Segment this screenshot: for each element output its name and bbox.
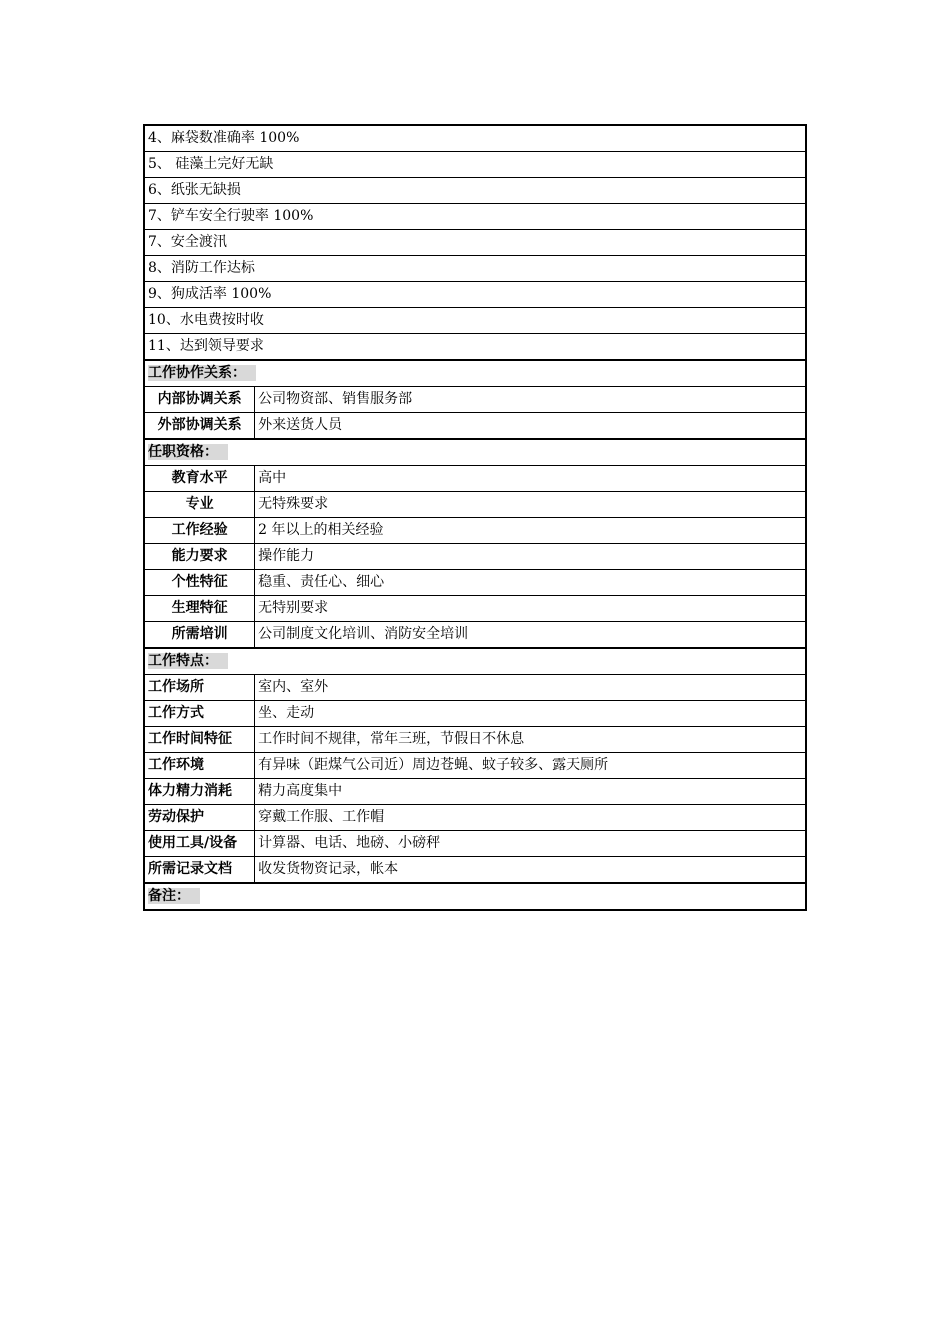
performance-item: 10、水电费按时收 [144,308,806,334]
remarks-row [144,883,806,910]
field-value: 计算器、电话、地磅、小磅秤 [255,831,806,857]
field-value: 有异味（距煤气公司近）周边苍蝇、蚊子较多、露天厕所 [255,753,806,779]
qualification-row [144,544,806,570]
field-label: 外部协调关系 [144,413,255,440]
cooperation-header-row [144,360,806,387]
performance-row [144,256,806,282]
performance-item: 11、达到领导要求 [144,334,806,361]
qualification-row [144,492,806,518]
feature-row [144,831,806,857]
feature-row [144,701,806,727]
field-value: 精力高度集中 [255,779,806,805]
performance-item: 9、狗成活率 100% [144,282,806,308]
field-value: 无特别要求 [255,596,806,622]
field-value: 2 年以上的相关经验 [255,518,806,544]
field-label: 工作经验 [144,518,255,544]
field-label: 工作环境 [144,753,255,779]
field-value: 无特殊要求 [255,492,806,518]
field-label: 工作方式 [144,701,255,727]
job-description-table [143,124,807,911]
field-value: 外来送货人员 [255,413,806,440]
performance-row [144,308,806,334]
qualifications-header-row [144,439,806,466]
performance-item: 4、麻袋数准确率 100% [144,125,806,152]
field-label: 个性特征 [144,570,255,596]
qualification-row [144,570,806,596]
field-label: 体力精力消耗 [144,779,255,805]
performance-row [144,204,806,230]
field-value: 工作时间不规律，常年三班，节假日不休息 [255,727,806,753]
qualification-row [144,466,806,492]
feature-row [144,857,806,884]
field-value: 公司制度文化培训、消防安全培训 [255,622,806,649]
field-label: 能力要求 [144,544,255,570]
field-label: 使用工具/设备 [144,831,255,857]
feature-row [144,727,806,753]
feature-row [144,675,806,701]
qualifications-section-title: 任职资格： [144,439,806,466]
feature-row [144,805,806,831]
feature-row [144,753,806,779]
field-value: 高中 [255,466,806,492]
performance-row [144,230,806,256]
feature-row [144,779,806,805]
qualification-row [144,596,806,622]
field-value: 稳重、责任心、细心 [255,570,806,596]
performance-row [144,125,806,152]
field-label: 工作时间特征 [144,727,255,753]
cooperation-row [144,413,806,440]
performance-row [144,178,806,204]
performance-item: 6、纸张无缺损 [144,178,806,204]
performance-item: 7、铲车安全行驶率 100% [144,204,806,230]
remarks-section-title: 备注： [144,883,806,910]
field-value: 室内、室外 [255,675,806,701]
field-value: 操作能力 [255,544,806,570]
field-label: 内部协调关系 [144,387,255,413]
qualification-row [144,622,806,649]
field-label: 劳动保护 [144,805,255,831]
field-value: 公司物资部、销售服务部 [255,387,806,413]
performance-row [144,334,806,361]
field-label: 工作场所 [144,675,255,701]
field-value: 坐、走动 [255,701,806,727]
cooperation-row [144,387,806,413]
features-header-row [144,648,806,675]
field-label: 生理特征 [144,596,255,622]
field-label: 专业 [144,492,255,518]
performance-item: 8、消防工作达标 [144,256,806,282]
performance-item: 7、安全渡汛 [144,230,806,256]
cooperation-section-title: 工作协作关系： [144,360,806,387]
field-value: 穿戴工作服、工作帽 [255,805,806,831]
field-value: 收发货物资记录，帐本 [255,857,806,884]
performance-row [144,152,806,178]
performance-item: 5、 硅藻土完好无缺 [144,152,806,178]
field-label: 教育水平 [144,466,255,492]
qualification-row [144,518,806,544]
field-label: 所需记录文档 [144,857,255,884]
performance-row [144,282,806,308]
field-label: 所需培训 [144,622,255,649]
features-section-title: 工作特点： [144,648,806,675]
